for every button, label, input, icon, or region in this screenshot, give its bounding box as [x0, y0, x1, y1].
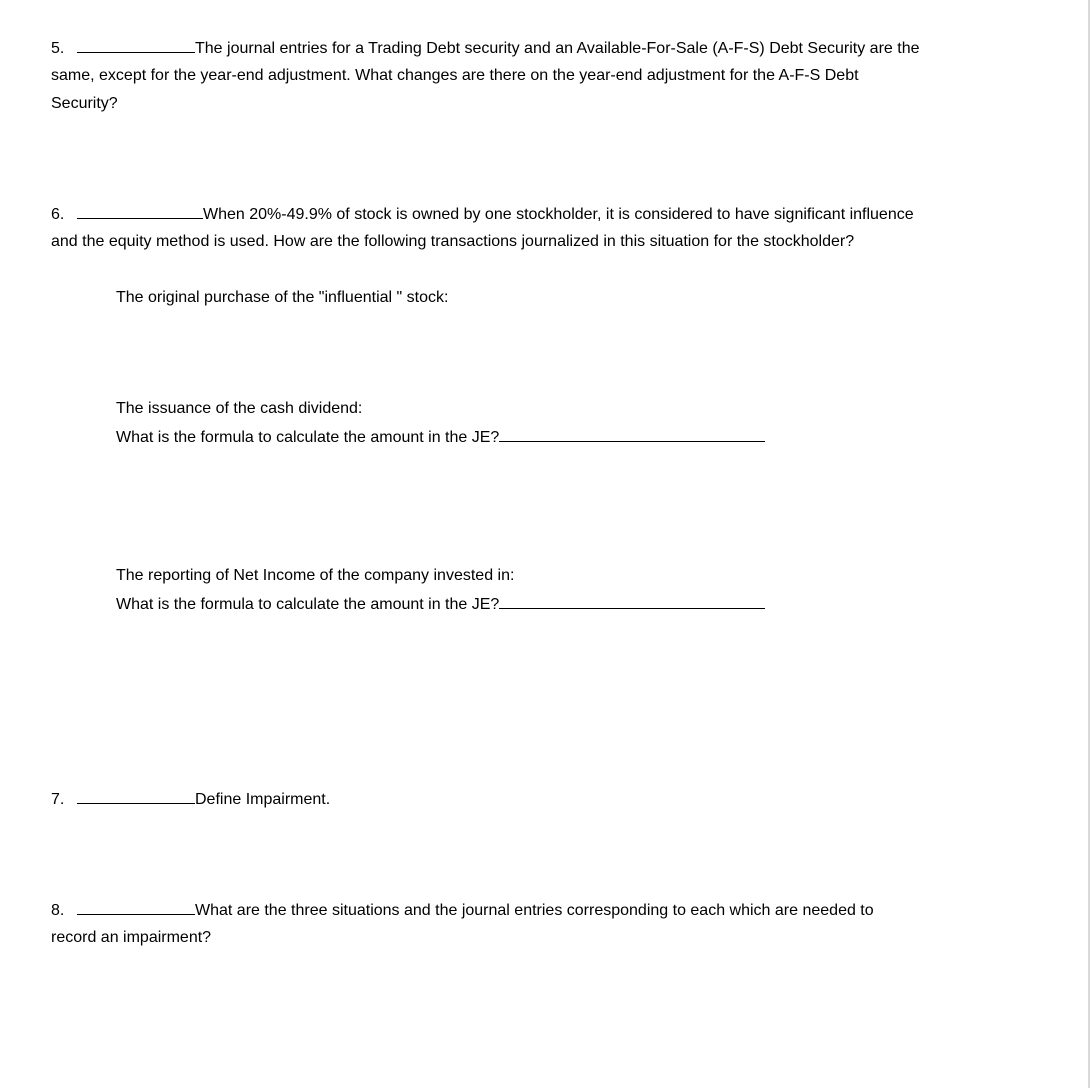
- question-5-line-1: 5. The journal entries for a Trading Debt security and an Available-For-Sale (A-F-S) Debt Security are the: [51, 40, 920, 57]
- net-income-formula-prompt: What is the formula to calculate the amount in the JE?: [116, 594, 765, 615]
- question-8-number: 8.: [51, 902, 65, 919]
- question-8-answer-blank[interactable]: [77, 900, 195, 915]
- question-8-line-1: 8. What are the three situations and the journal entries corresponding to each which are needed to: [51, 902, 874, 919]
- question-7-number: 7.: [51, 791, 65, 808]
- question-5-line-3: Security?: [51, 95, 118, 112]
- question-8-line-2: record an impairment?: [51, 929, 212, 946]
- question-5-number: 5.: [51, 40, 65, 57]
- influential-stock-purchase-label: The original purchase of the "influential " stock:: [116, 289, 449, 306]
- question-6-number: 6.: [51, 206, 65, 223]
- cash-dividend-label: The issuance of the cash dividend:: [116, 400, 363, 417]
- question-7-line-1: 7. Define Impairment.: [51, 791, 331, 808]
- question-6-line-1: 6. When 20%-49.9% of stock is owned by one stockholder, it is considered to have significant influence: [51, 206, 914, 223]
- question-5-line-2: same, except for the year-end adjustment. What changes are there on the year-end adjustment for the A-F-S Debt: [51, 67, 859, 84]
- question-6-answer-blank[interactable]: [77, 204, 203, 219]
- question-7-answer-blank[interactable]: [77, 789, 195, 804]
- question-5-answer-blank[interactable]: [77, 38, 195, 53]
- question-6-line-2: and the equity method is used. How are the following transactions journalized in this situation for the stockholder?: [51, 233, 855, 250]
- dividend-formula-blank[interactable]: [499, 427, 765, 442]
- net-income-label: The reporting of Net Income of the company invested in:: [116, 567, 515, 584]
- dividend-formula-prompt: What is the formula to calculate the amount in the JE?: [116, 427, 765, 448]
- net-income-formula-blank[interactable]: [499, 594, 765, 609]
